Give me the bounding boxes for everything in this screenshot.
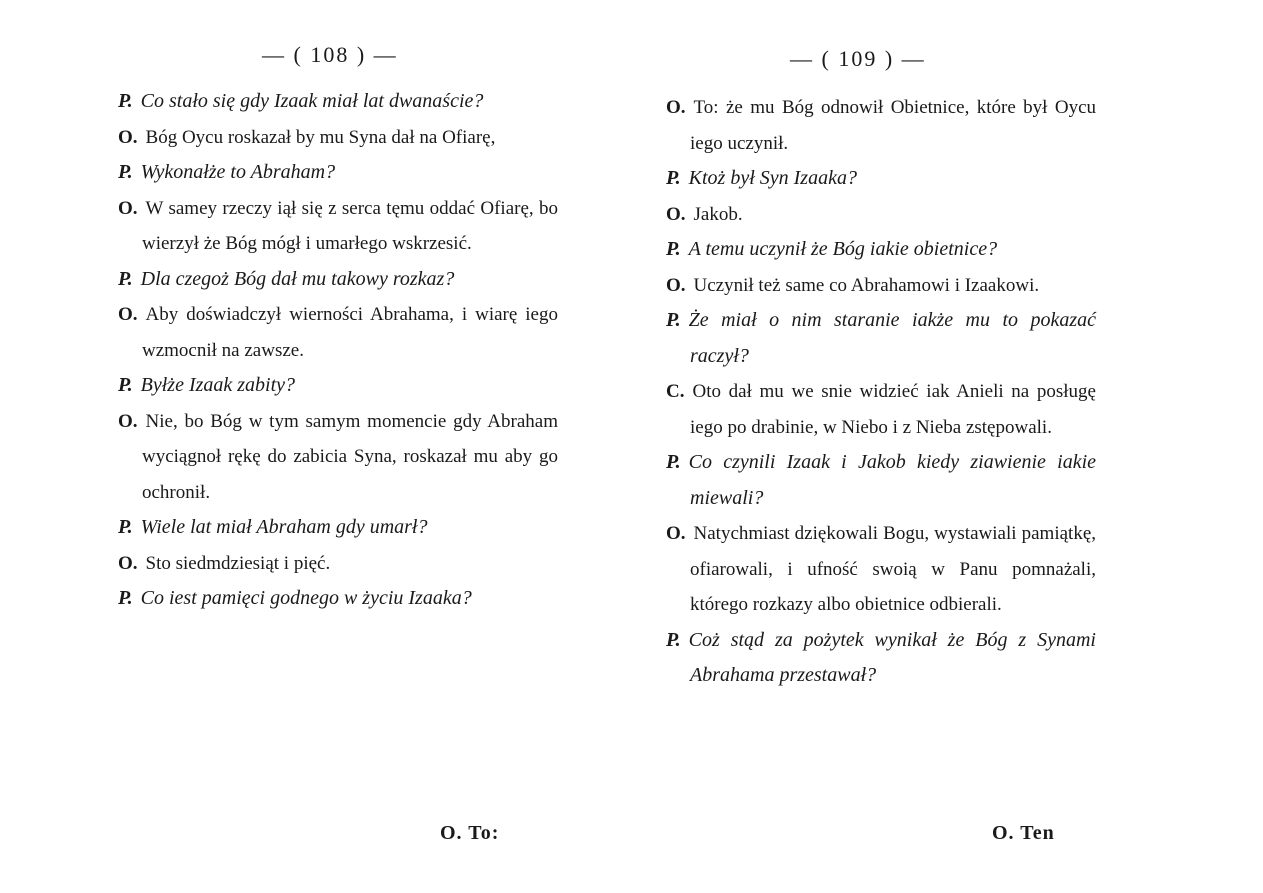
entry-text: To: że mu Bóg odnowił Obietnice, które był Oycu iego uczynił. xyxy=(690,97,1096,154)
entry-text: Uczynił też same co Abrahamowi i Izaakowi. xyxy=(693,274,1040,296)
answer-entry xyxy=(118,546,558,582)
entry-marker: O. xyxy=(666,523,686,544)
entry-text: Aby doświadczył wierności Abrahama, i wiarę iego wzmocnił na zawsze. xyxy=(142,304,558,361)
entry-text: Natychmiast dziękowali Bogu, wystawiali pamiątkę, ofiarowali, i ufność swoią w Panu pomnażali, którego rozkazy albo obietnice odbierali. xyxy=(690,523,1096,615)
entry-marker: P. xyxy=(666,451,681,473)
question-entry xyxy=(118,368,558,404)
question-entry xyxy=(666,161,1096,197)
left-page xyxy=(0,0,600,893)
entry-marker: P. xyxy=(118,587,133,609)
entry-text: Oto dał mu we snie widzieć iak Anieli na posługę iego po drabinie, w Niebo i z Nieba zstępowali. xyxy=(690,381,1096,438)
entry-marker: P. xyxy=(118,374,133,396)
entry-text: Byłże Izaak zabity? xyxy=(140,374,296,396)
question-entry xyxy=(666,303,1096,374)
entry-marker: O. xyxy=(118,197,138,219)
entry-text: Wykonałże to Abraham? xyxy=(140,161,336,183)
catchword: O. Ten xyxy=(992,822,1055,844)
right-page xyxy=(600,0,1263,893)
question-entry xyxy=(666,232,1096,268)
question-entry xyxy=(118,84,558,120)
entry-text: Że miał o nim staranie iakże mu to pokazać raczył? xyxy=(688,309,1096,367)
entry-marker: P. xyxy=(666,238,681,260)
entry-text: Wiele lat miał Abraham gdy umarł? xyxy=(140,516,428,538)
question-entry xyxy=(666,445,1096,516)
answer-entry xyxy=(118,120,558,156)
entry-text: Sto siedmdziesiąt i pięć. xyxy=(145,552,331,574)
entry-text: Dla czegoż Bóg dał mu takowy rozkaz? xyxy=(140,267,455,290)
entry-marker: O. xyxy=(118,552,138,574)
answer-entry xyxy=(118,404,558,511)
answer-entry xyxy=(666,516,1096,623)
entry-marker: O. xyxy=(118,304,138,325)
entry-marker: O. xyxy=(666,203,686,225)
answer-entry xyxy=(666,374,1096,445)
entry-marker: O. xyxy=(118,410,138,432)
entry-marker: P. xyxy=(118,161,133,183)
question-entry xyxy=(118,510,558,546)
entry-marker: O. xyxy=(118,126,138,148)
page-number: — ( 108 ) — xyxy=(262,42,398,67)
entry-marker: P. xyxy=(666,628,681,651)
entry-text: Jakob. xyxy=(693,203,743,225)
entries-list xyxy=(666,90,1096,694)
answer-entry xyxy=(666,197,1096,233)
entry-text: Co stało się gdy Izaak miał lat dwanaście? xyxy=(140,90,484,112)
entry-text: Bóg Oycu roskazał by mu Syna dał na Ofiarę, xyxy=(145,126,496,148)
entry-marker: P. xyxy=(666,167,681,189)
entry-marker: C. xyxy=(666,381,685,402)
answer-entry xyxy=(666,268,1096,304)
answer-entry xyxy=(118,297,558,368)
entry-text: Ktoż był Syn Izaaka? xyxy=(688,167,857,189)
question-entry xyxy=(118,262,558,298)
entry-text: Co czynili Izaak i Jakob kiedy ziawienie iakie miewali? xyxy=(688,451,1096,509)
entry-text: Nie, bo Bóg w tym samym momencie gdy Abraham wyciągnoł rękę do zabicia Syna, roskazał mu aby go ochronił. xyxy=(142,410,558,503)
entry-marker: O. xyxy=(666,97,686,118)
entry-text: A temu uczynił że Bóg iakie obietnice? xyxy=(688,238,998,260)
page-number: — ( 109 ) — xyxy=(790,46,926,71)
answer-entry xyxy=(118,191,558,262)
entries-list xyxy=(118,84,558,617)
entry-marker: P. xyxy=(118,516,133,538)
catchword: O. To: xyxy=(440,822,500,844)
entry-marker: P. xyxy=(666,309,681,331)
question-entry xyxy=(666,623,1096,694)
entry-marker: P. xyxy=(118,267,133,290)
question-entry xyxy=(118,155,558,191)
entry-text: Co iest pamięci godnego w życiu Izaaka? xyxy=(140,587,472,609)
question-entry xyxy=(118,581,558,617)
entry-marker: O. xyxy=(666,274,686,296)
entry-marker: P. xyxy=(118,90,133,112)
entry-text: W samey rzeczy iął się z serca tęmu oddać Ofiarę, bo wierzył że Bóg mógł i umarłego wskrzesić. xyxy=(142,197,558,254)
answer-entry xyxy=(666,90,1096,161)
entry-text: Coż stąd za pożytek wynikał że Bóg z Synami Abrahama przestawał? xyxy=(688,628,1096,686)
